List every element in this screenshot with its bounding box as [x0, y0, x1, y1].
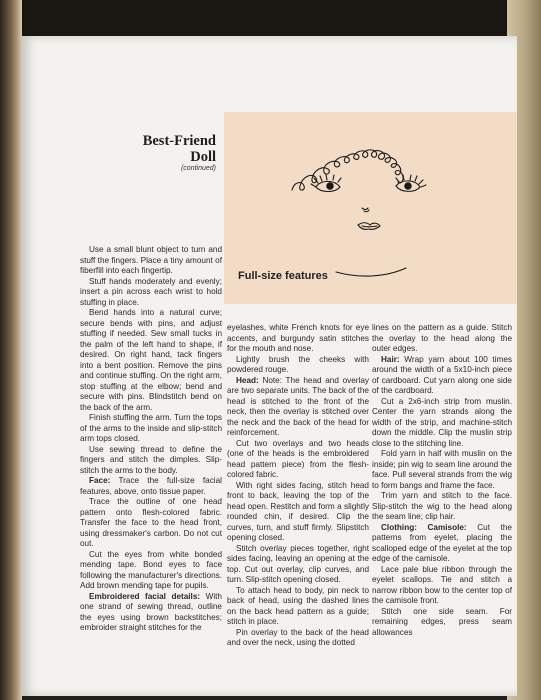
text-column-3: [372, 323, 512, 638]
paragraph: [227, 376, 369, 439]
paragraph: [80, 476, 222, 497]
paragraph: [227, 355, 369, 376]
full-size-features-panel: [224, 112, 517, 304]
paragraph: [80, 445, 222, 477]
title-line-1: Best-Friend: [142, 133, 216, 149]
paragraph: [227, 628, 369, 649]
paragraph-text: Stuff hands moderately and evenly; insert a pin across each wrist to hold stuffing in place.: [80, 276, 222, 307]
paragraph: [80, 550, 222, 592]
paragraph: [227, 586, 369, 628]
chin-line: [336, 268, 406, 276]
paragraph: [80, 592, 222, 634]
paragraph-text: Cut two overlays and two heads (one of the heads is the embroidered head pattern piece) from the flesh-colored fabric.: [227, 438, 369, 479]
paragraph-text: Cut the patterns from eyelet, placing the scalloped edge of the eyelet at the top edge of the camisole.: [372, 522, 512, 563]
paragraph-text: eyelashes, white French knots for eye accents, and burgundy satin stitches for the mouth and nose.: [227, 323, 369, 353]
paragraph-text: Trace the outline of one head pattern onto flesh-colored fabric. Transfer the face to the head front, using dressmaker's carbon. Do not cut out.: [80, 497, 222, 548]
continued-label: (continued): [180, 165, 216, 172]
text-column-1: [80, 245, 222, 634]
paragraph-lead: Hair:: [381, 354, 400, 364]
paragraph-text: Cut the eyes from white bonded mending tape. Bond eyes to face following the manufacturer's directions. Add brown mending tape for pupils.: [80, 549, 222, 590]
paragraph-text: Use sewing thread to define the fingers and stitch the dimples. Slip-stitch the arms to the body.: [80, 444, 222, 475]
paragraph-text: Pin overlay to the back of the head and over the neck, using the dotted: [227, 627, 369, 647]
paragraph-text: To attach head to body, pin neck to back of head, using the dashed lines on the back head pattern as a guide; stitch in place.: [227, 585, 369, 626]
paragraph-text: Lace pale blue ribbon through the eyelet scallops. Tie and stitch a narrow ribbon bow to the center top of the camisole front.: [372, 564, 512, 605]
paragraph-lead: Head:: [236, 375, 259, 385]
paragraph-lead: Face:: [89, 476, 111, 485]
paragraph-lead: Embroidered facial details:: [89, 591, 201, 601]
paragraph: [372, 607, 512, 639]
paragraph-text: With right sides facing, stitch head front to back, leaving the top of the head open. Restitch and form a slightly rounded chin, if desired. Clip the curves, turn, and stuff firmly. Slipstitch opening closed.: [227, 480, 369, 542]
paragraph: [372, 565, 512, 607]
paragraph-text: With one strand of sewing thread, outline the eyes using brown backstitches; embroider straight stitches for the: [80, 591, 222, 632]
paragraph-text: Stitch overlay pieces together, right sides facing, leaving an opening at the top. Cut out overlay, clip curves, and turn. Slip-stitch opening closed.: [227, 543, 369, 584]
paragraph: [227, 544, 369, 586]
paragraph: [372, 323, 512, 355]
paragraph: [372, 355, 512, 397]
paragraph: [372, 449, 512, 491]
paragraph: [372, 397, 512, 450]
mouth: [358, 223, 380, 230]
paragraph: [227, 481, 369, 544]
paragraph: [80, 245, 222, 277]
paragraph-text: Fold yarn in half with muslin on the inside; pin wig to seam line around the face. Pull several strands from the wig to form bangs and frame the face.: [372, 449, 512, 490]
book-spine: [0, 0, 22, 700]
paragraph: [80, 497, 222, 550]
paragraph-text: Use a small blunt object to turn and stuff the fingers. Place a tiny amount of fiberfill into each fingertip.: [80, 245, 222, 275]
paragraph-text: Stitch one side seam. For remaining edges, press seam allowances: [372, 606, 512, 637]
hair-curls: [292, 150, 403, 190]
paragraph-text: Trace the full-size facial features, above, onto tissue paper.: [80, 476, 222, 496]
paragraph-text: Wrap yarn about 100 times around the width of a 5x10-inch piece of cardboard. Cut yarn along one side of the cardboard.: [372, 354, 512, 395]
paragraph: [80, 413, 222, 445]
nose: [362, 208, 369, 212]
paragraph-text: Lightly brush the cheeks with powdered rouge.: [227, 354, 369, 374]
paragraph: [227, 323, 369, 355]
paragraph: [372, 491, 512, 523]
paragraph-text: Cut a 2x6-inch strip from muslin. Center the yarn strands along the width of the strip, and machine-stitch down the middle. Clip the muslin strip close to the stitching line.: [372, 396, 512, 448]
paragraph-text: lines on the pattern as a guide. Stitch the overlay to the head along the outer edges.: [372, 323, 512, 353]
article-title: [110, 133, 216, 165]
paragraph-lead: Clothing: Camisole:: [381, 522, 467, 532]
text-column-2: [227, 323, 369, 649]
paragraph-text: Trim yarn and stitch to the face. Slip-stitch the wig to the head along the seam line; clip hair.: [372, 491, 512, 521]
scan-top-shadow: [0, 0, 541, 38]
paragraph: [372, 523, 512, 565]
art-caption: Full-size features: [238, 270, 328, 282]
paragraph-text: Note: The head and overlay are two separate units. The back of the head is stitched to the front of the neck, then the overlay is stitched over the neck and the back of the head for reinforcement.: [227, 375, 369, 437]
paragraph: [227, 439, 369, 481]
title-line-2: Doll: [190, 149, 216, 165]
paragraph-text: Finish stuffing the arm. Turn the tops of the arms to the inside and slip-stitch arm tops closed.: [80, 413, 222, 443]
paragraph: [80, 277, 222, 309]
paragraph: [80, 308, 222, 413]
paragraph-text: Bend hands into a natural curve; secure bends with pins, and adjust stuffing if needed. Sew small tucks in the palm of the left hand to shape, if desired. On right hand, tack fingers into a bent position. Remove the pins and continue stuffing. On the right arm, stop stuffing at the elbow; bend and secure with pins. Blindstitch bend on the back of the arm.: [80, 308, 222, 412]
